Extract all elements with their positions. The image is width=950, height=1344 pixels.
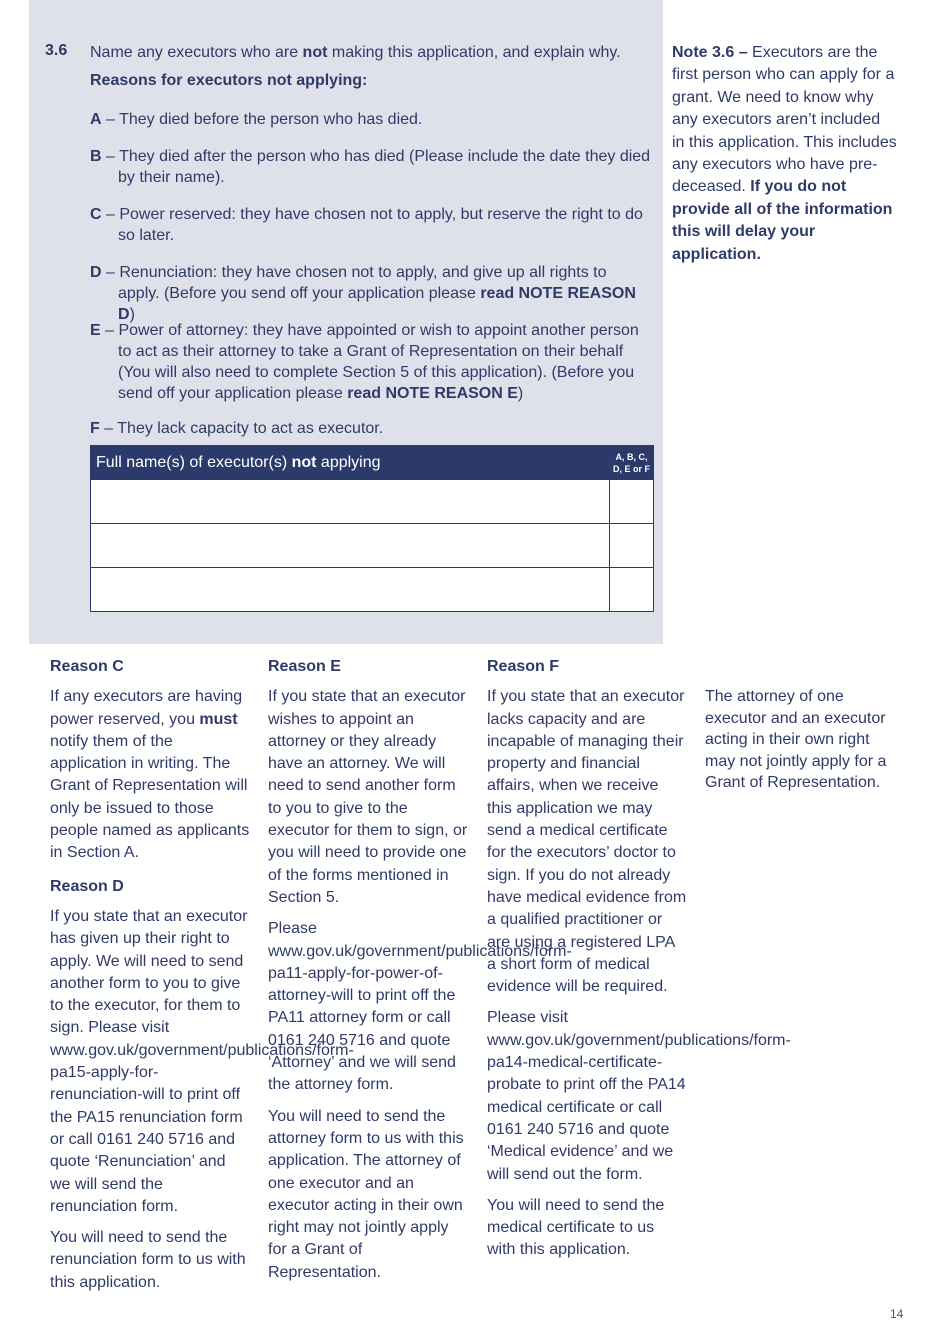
note-text: Executors are the first person who can apply for a grant. We need to know why any executors aren’t included in this application. This includes any executors who have pre-deceased.	[672, 44, 897, 196]
reason-end: )	[517, 385, 524, 402]
notes-column-4	[705, 686, 900, 803]
note-bold: If you do not provide all of the information this will delay your application.	[672, 178, 893, 263]
reason-c-heading: Reason C	[50, 658, 124, 675]
reason-letter: F	[90, 420, 100, 437]
reason-f-heading: Reason F	[487, 658, 560, 675]
page-number: 14	[890, 1307, 904, 1321]
reason-e-paragraph: Please www.gov.uk/government/publications/form-pa11-apply-for-power-of-attorney-will to print off the PA11 attorney form or call 0161 240 5716 and quote ‘Attorney’ and we will send the attorney form.	[268, 920, 572, 1094]
header-text: applying	[316, 453, 381, 471]
notes-column-3	[487, 656, 791, 1271]
reason-code-field[interactable]	[610, 568, 654, 612]
note-label: Note 3.6 –	[672, 44, 748, 61]
paragraph-text: notify them of the application in writing. The Grant of Representation will only be issued to those people named as applicants in Section A.	[50, 732, 250, 862]
reason-letter: C	[90, 206, 102, 223]
reason-c-paragraph	[50, 686, 250, 864]
reason-b	[90, 146, 652, 188]
code-header-line: D, E or F	[612, 463, 650, 474]
reason-f-paragraph: If you state that an executor lacks capacity and are incapable of managing their property and financial affairs, when we receive this application we may send a medical certificate for the executors’ doctor to sign. If you do not already have medical evidence from a qualified practitioner or are using a registered LPA a short form of medical evidence will be required.	[487, 688, 687, 996]
reason-code-field[interactable]	[610, 524, 654, 568]
question-text-part: Name any executors who are	[90, 44, 303, 61]
reason-e-heading: Reason E	[268, 658, 341, 675]
reason-letter: B	[90, 148, 102, 165]
reason-f-paragraph: You will need to send the medical certificate to us with this application.	[487, 1196, 665, 1259]
reason-code-field[interactable]	[610, 480, 654, 524]
reason-bold: read NOTE REASON E	[347, 385, 518, 402]
question-text-emphasis: not	[302, 44, 328, 61]
executor-name-field[interactable]	[91, 480, 610, 524]
reason-a	[90, 109, 652, 130]
name-column-header	[91, 446, 610, 480]
reason-e-paragraph: If you state that an executor wishes to appoint an attorney or they already have an attorney. We will need to send another form to you to give to the executor for them to sign, or you will need to provide one of the forms mentioned in Section 5.	[268, 688, 468, 906]
reason-text: – They lack capacity to act as executor.	[99, 420, 384, 437]
reasons-heading: Reasons for executors not applying:	[90, 72, 368, 89]
reason-d	[90, 262, 652, 325]
reason-f-paragraph: Please visit www.gov.uk/government/publications/form-pa14-medical-certificate-probate to print off the PA14 medical certificate or call 0161 240 5716 and quote ‘Medical evidence’ and we will send out the form.	[487, 1009, 791, 1183]
reason-d-heading: Reason D	[50, 877, 124, 895]
question-number: 3.6	[45, 42, 68, 59]
reason-letter: A	[90, 111, 102, 128]
joint-application-note: The attorney of one executor and an executor acting in their own right may not jointly apply for a Grant of Representation.	[705, 688, 887, 791]
reason-d-paragraph: If you state that an executor has given up their right to apply. We will need to send another form to you to give to the executor, for them to sign. Please visit www.gov.uk/government/publications/form-pa15-apply-for-renunciation-will to print off the PA15 renunciation form or call 0161 240 5716 and quote ‘Renunciation’ and we will send the renunciation form.	[50, 907, 354, 1215]
reason-text: – Power reserved: they have chosen not to apply, but reserve the right to do so later.	[101, 206, 643, 244]
paragraph-text: If any executors are having power reserved, you	[50, 688, 243, 728]
question-text-part: making this application, and explain why.	[327, 44, 621, 61]
reason-code-column-header	[610, 446, 654, 480]
executor-name-field[interactable]	[91, 524, 610, 568]
reason-e	[90, 320, 652, 404]
executor-name-field[interactable]	[91, 568, 610, 612]
reason-text: – They died before the person who has died.	[101, 111, 423, 128]
reason-text: – Power of attorney: they have appointed or wish to appoint another person to act as their attorney to take a Grant of Representation on their behalf (You will also need to complete Section 5 of this application). (Before you send off your application please	[100, 322, 639, 402]
code-header-line: A, B, C,	[615, 451, 648, 462]
table-row	[91, 480, 654, 524]
table-row	[91, 568, 654, 612]
header-text: Full name(s) of executor(s)	[96, 453, 292, 471]
reason-e-paragraph: You will need to send the attorney form to us with this application. The attorney of one executor and an executor acting in their own right may not jointly apply for a Grant of Representation.	[268, 1107, 464, 1281]
reason-text: – Renunciation: they have chosen not to apply, and give up all rights to apply. (Before you send off your application please	[101, 264, 607, 302]
reason-c	[90, 204, 652, 246]
reason-bold: read NOTE REASON D	[118, 285, 636, 323]
executors-not-applying-table	[90, 445, 654, 612]
question-text	[90, 42, 650, 63]
reason-letter: D	[90, 264, 102, 281]
header-emphasis: not	[291, 453, 317, 471]
table-row	[91, 524, 654, 568]
reason-end: )	[129, 306, 135, 323]
paragraph-emphasis: must	[199, 710, 238, 728]
reason-text: – They died after the person who has died (Please include the date they died by their name).	[101, 148, 651, 186]
reason-f	[90, 418, 652, 439]
reason-letter: E	[90, 322, 101, 339]
reason-d-paragraph: You will need to send the renunciation form to us with this application.	[50, 1229, 246, 1291]
table-header-row	[91, 446, 654, 480]
side-note	[672, 42, 897, 266]
